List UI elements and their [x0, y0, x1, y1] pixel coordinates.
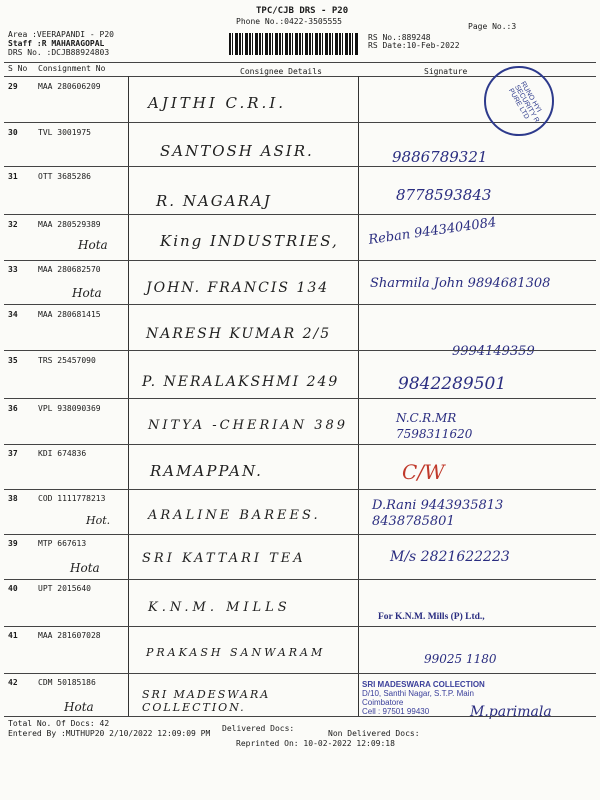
- row-note: Hot.: [86, 514, 111, 527]
- entered-by: Entered By :MUTHUP20 2/10/2022 12:09:09 PM: [8, 729, 211, 738]
- row-sno: 32: [8, 220, 18, 229]
- row-consignment: VPL 938090369: [38, 404, 101, 413]
- consignee-right-border: [358, 76, 359, 716]
- row-sno: 33: [8, 265, 18, 274]
- row-sno: 36: [8, 404, 18, 413]
- row-consignment: TRS 25457090: [38, 356, 96, 365]
- row-sno: 42: [8, 678, 18, 687]
- row-consignment: UPT 2015640: [38, 584, 91, 593]
- rs-number: RS No.:889248: [368, 33, 431, 42]
- row-consignment: MAA 280529389: [38, 220, 101, 229]
- row-divider: [4, 398, 596, 399]
- row-note: Hota: [72, 286, 102, 300]
- row-signature: 8778593843: [396, 186, 492, 204]
- row-consignee: SRI KATTARI TEA: [142, 551, 306, 566]
- sheet-title: TPC/CJB DRS - P20: [256, 6, 349, 16]
- row-consignee: SRI MADESWARA COLLECTION.: [142, 688, 271, 714]
- shop-rect-stamp: [362, 680, 560, 728]
- row-consignment: OTT 3685286: [38, 172, 91, 181]
- row-divider: [4, 350, 596, 351]
- rs-date: RS Date:10-Feb-2022: [368, 41, 460, 50]
- row-signature: Sharmila John 9894681308: [370, 276, 551, 291]
- row-sno: 34: [8, 310, 18, 319]
- row-consignee: King INDUSTRIES,: [160, 232, 339, 250]
- row-sno: 41: [8, 631, 18, 640]
- row-consignment: MAA 280682570: [38, 265, 101, 274]
- row-divider: [4, 534, 596, 535]
- row-consignee: R. NAGARAJ: [156, 192, 272, 210]
- stamp-line-4: Cell : 97501 99430: [362, 707, 430, 716]
- phone-number: Phone No.:0422-3505555: [236, 17, 342, 26]
- row-divider: [4, 214, 596, 215]
- row-signature: 9994149359: [452, 344, 535, 359]
- total-docs: Total No. Of Docs: 42: [8, 719, 110, 728]
- row-signature: D.Rani 9443935813 8438785801: [372, 498, 504, 529]
- row-consignee: NARESH KUMAR 2/5: [146, 326, 332, 342]
- row-consignee: PRAKASH SANWARAM: [146, 646, 326, 659]
- non-delivered-docs: Non Delivered Docs:: [328, 729, 420, 738]
- row-sno: 39: [8, 539, 18, 548]
- row-consignment: MAA 281607028: [38, 631, 101, 640]
- row-sno: 38: [8, 494, 18, 503]
- row-sno: 40: [8, 584, 18, 593]
- row-signature: N.C.R.MR 7598311620: [396, 411, 473, 441]
- row-consignment: KDI 674836: [38, 449, 87, 458]
- row-signature: C/W: [402, 460, 445, 484]
- header-top-rule: [4, 62, 596, 63]
- row-divider: [4, 673, 596, 674]
- row-consignment: MAA 280606209: [38, 82, 101, 91]
- row-divider: [4, 579, 596, 580]
- col-header-sno: S No: [8, 64, 28, 73]
- col-header-consignee: Consignee Details: [240, 67, 322, 76]
- barcode: [229, 33, 359, 55]
- row-consignment: TVL 3001975: [38, 128, 91, 137]
- row-signature: 9842289501: [398, 374, 507, 394]
- row-consignment: MTP 667613: [38, 539, 87, 548]
- row-note: Hota: [78, 238, 108, 252]
- row-sno: 35: [8, 356, 18, 365]
- col-header-consignment: Consignment No: [38, 64, 106, 73]
- row-divider: [4, 444, 596, 445]
- row-sno: 29: [8, 82, 18, 91]
- stamp-line-2: D/10, Santhi Nagar, S.T.P. Main: [362, 689, 474, 698]
- footer-rule: [4, 716, 596, 717]
- row-consignment: COD 1111778213: [38, 494, 106, 503]
- row-consignee: ARALINE BAREES.: [148, 508, 321, 523]
- row-consignee: JOHN. FRANCIS 134: [146, 280, 330, 296]
- row-consignment: CDM 50185186: [38, 678, 96, 687]
- row-consignee: P. NERALAKSHMI 249: [142, 374, 340, 390]
- row-divider: [4, 489, 596, 490]
- row-sno: 31: [8, 172, 18, 181]
- row-divider: [4, 304, 596, 305]
- row-signature: Reban 9443404084: [367, 215, 498, 248]
- row-sno: 30: [8, 128, 18, 137]
- reprinted-on: Reprinted On: 10-02-2022 12:09:18: [236, 739, 395, 748]
- row-signature: 99025 1180: [424, 652, 497, 666]
- row-divider: [4, 166, 596, 167]
- area-label: Area :VEERAPANDI - P20: [8, 30, 114, 39]
- col-header-signature: Signature: [424, 67, 468, 76]
- row-signature: 9886789321: [392, 148, 488, 166]
- row-note: Hota: [70, 561, 100, 575]
- row-note: Hota: [64, 700, 94, 714]
- consignee-left-border: [128, 76, 129, 716]
- company-round-stamp: [484, 66, 554, 136]
- round-stamp-text: RUNO HYI SECURITY R PURE LTD: [506, 80, 543, 125]
- row-consignee: K.N.M. MILLS: [148, 600, 291, 615]
- row-consignee: SANTOSH ASIR.: [160, 142, 314, 160]
- page-number: Page No.:3: [468, 22, 517, 31]
- row-signature: M.parimala: [470, 704, 552, 720]
- stamp-line-1: SRI MADESWARA COLLECTION: [362, 680, 485, 689]
- row-divider: [4, 260, 596, 261]
- row-consignment: MAA 280681415: [38, 310, 101, 319]
- row-consignee: AJITHI C.R.I.: [148, 94, 287, 112]
- staff-label: Staff :R MAHARAGOPAL: [8, 39, 105, 48]
- row-sno: 37: [8, 449, 18, 458]
- row-signature: M/s 2821622223: [390, 549, 510, 565]
- row-signature: For K.N.M. Mills (P) Ltd.,: [378, 612, 485, 622]
- row-consignee: RAMAPPAN.: [150, 462, 263, 480]
- drs-number: DRS No. :DCJB88924803: [8, 48, 110, 57]
- row-consignee: NITYA -CHERIAN 389: [148, 418, 349, 433]
- row-divider: [4, 626, 596, 627]
- delivered-docs: Delivered Docs:: [222, 724, 295, 733]
- stamp-line-3: Coimbatore: [362, 698, 404, 707]
